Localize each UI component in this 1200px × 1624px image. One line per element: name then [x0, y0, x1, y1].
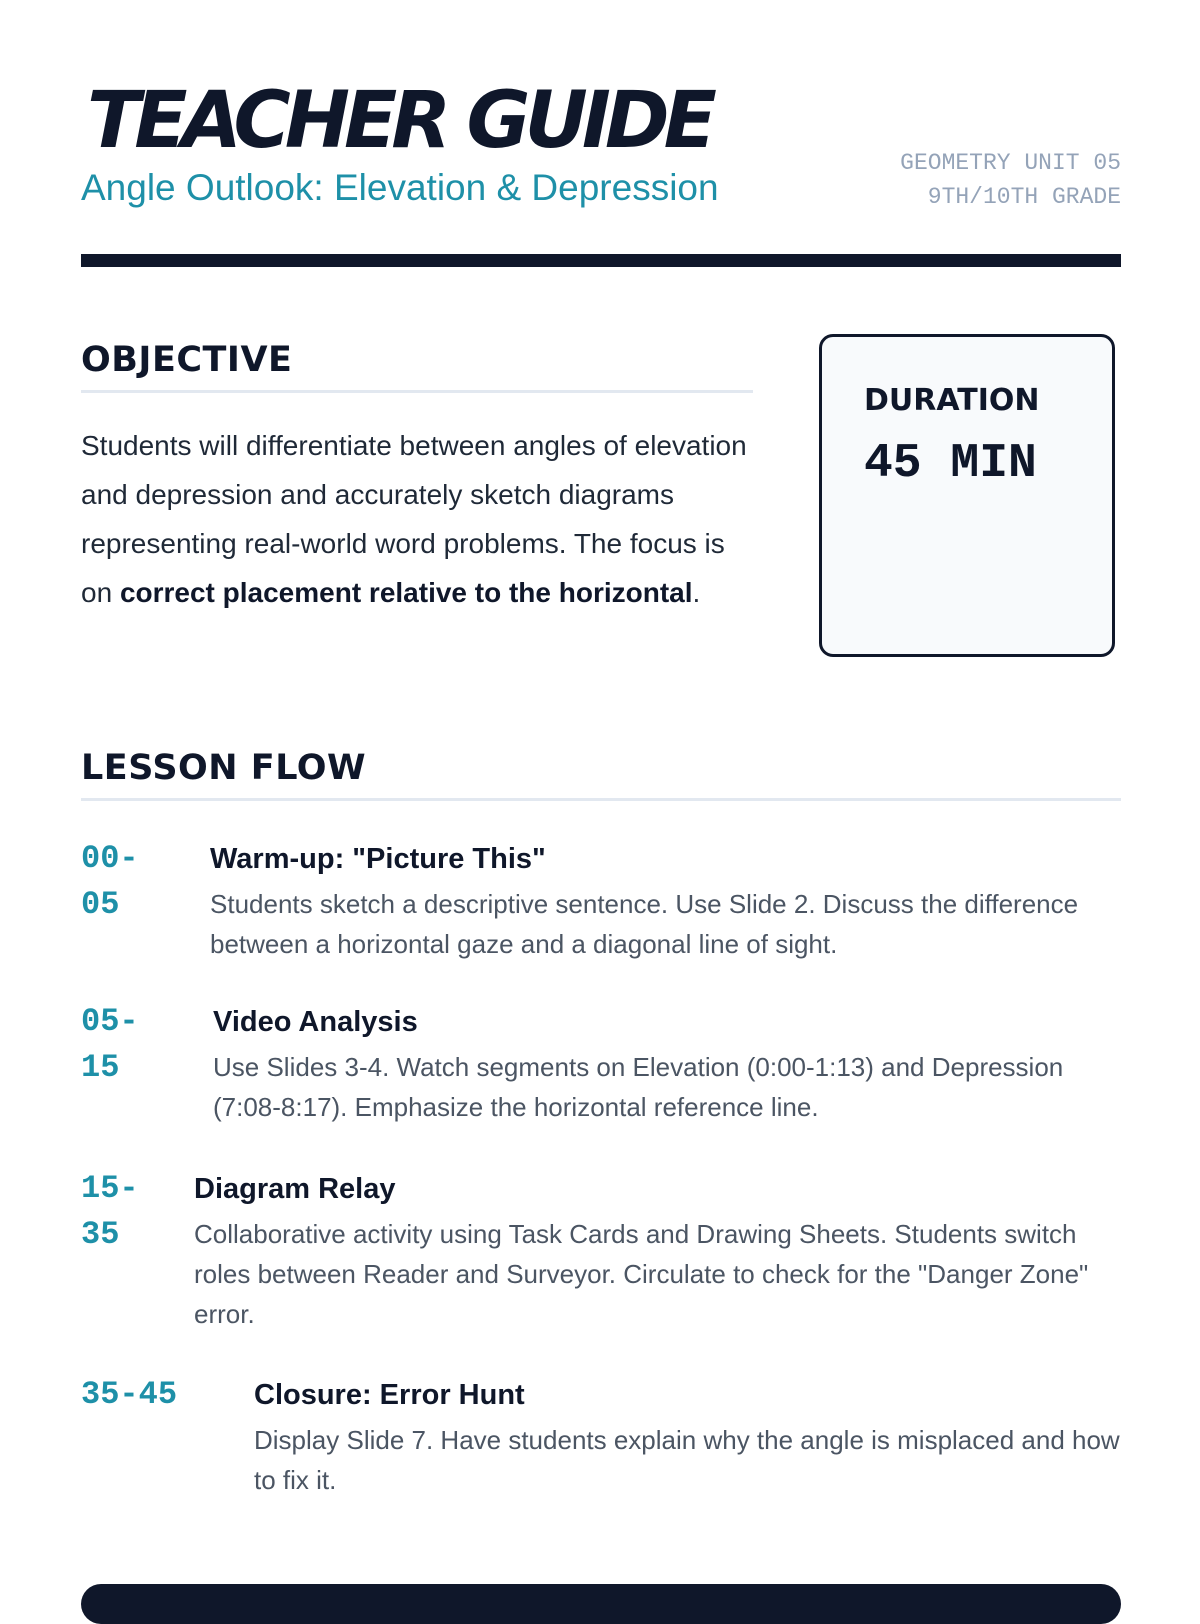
page-subtitle: Angle Outlook: Elevation & Depression [81, 167, 719, 208]
course-meta [900, 146, 1121, 214]
time-start: 05- [81, 1003, 139, 1040]
duration-card [819, 334, 1115, 657]
objective-text-end: . [692, 577, 701, 608]
header [81, 78, 1121, 268]
objective-heading: OBJECTIVE [81, 334, 753, 393]
objective-section [81, 334, 753, 617]
flow-item-description: Use Slides 3-4. Watch segments on Elevation (0:00-1:13) and Depression (7:08-8:17). Emphasize the horizontal reference line. [213, 1052, 1064, 1122]
lesson-flow-item [81, 1005, 1121, 1172]
objective-text-intro: Students will differentiate between angles of elevation and depression and accurately sketch diagrams representing real-world word problems. The focus is on [81, 430, 747, 608]
time-start: 15- [81, 1170, 139, 1207]
flow-item-description: Collaborative activity using Task Cards and Drawing Sheets. Students switch roles between Reader and Surveyor. Circulate to check for the "Danger Zone" error. [194, 1219, 1089, 1329]
time-start: 35-45 [81, 1376, 178, 1413]
grade-label: 9TH/10TH GRADE [927, 184, 1121, 210]
duration-label: DURATION [864, 383, 1040, 418]
footer-bar [81, 1584, 1121, 1624]
flow-item-body [254, 1378, 1121, 1500]
flow-item-body [210, 842, 1121, 964]
flow-item-title: Video Analysis [213, 1006, 418, 1038]
lesson-flow-heading: LESSON FLOW [81, 742, 1121, 801]
flow-item-body [213, 1005, 1121, 1127]
flow-item-time [81, 999, 139, 1091]
flow-item-body [194, 1172, 1121, 1334]
flow-item-title: Closure: Error Hunt [254, 1379, 525, 1411]
time-start: 00- [81, 840, 139, 877]
time-end: 15 [81, 1049, 120, 1086]
lesson-flow-item [81, 1378, 1121, 1518]
flow-item-description: Display Slide 7. Have students explain why the angle is misplaced and how to fix it. [254, 1425, 1120, 1495]
header-divider [81, 254, 1121, 267]
flow-item-time [81, 836, 139, 928]
lesson-flow-item [81, 1172, 1121, 1378]
lesson-flow-section [81, 742, 1121, 1495]
flow-item-title: Warm-up: "Picture This" [210, 843, 546, 875]
flow-item-description: Students sketch a descriptive sentence. Use Slide 2. Discuss the difference between a horizontal gaze and a diagonal line of sight. [210, 889, 1079, 959]
flow-item-title: Diagram Relay [194, 1173, 396, 1205]
time-end: 05 [81, 886, 120, 923]
objective-text-emphasis: correct placement relative to the horizontal [119, 577, 693, 608]
objective-text [81, 421, 753, 617]
duration-value: 45 MIN [864, 437, 1037, 491]
unit-label: GEOMETRY UNIT 05 [900, 150, 1121, 176]
teacher-guide-page [81, 0, 1121, 1600]
page-title: TEACHER GUIDE [87, 76, 711, 166]
flow-item-time [81, 1372, 177, 1418]
lesson-flow-item [81, 842, 1121, 1005]
lesson-flow-list [81, 842, 1121, 1518]
flow-item-time [81, 1166, 139, 1258]
time-end: 35 [81, 1216, 120, 1253]
